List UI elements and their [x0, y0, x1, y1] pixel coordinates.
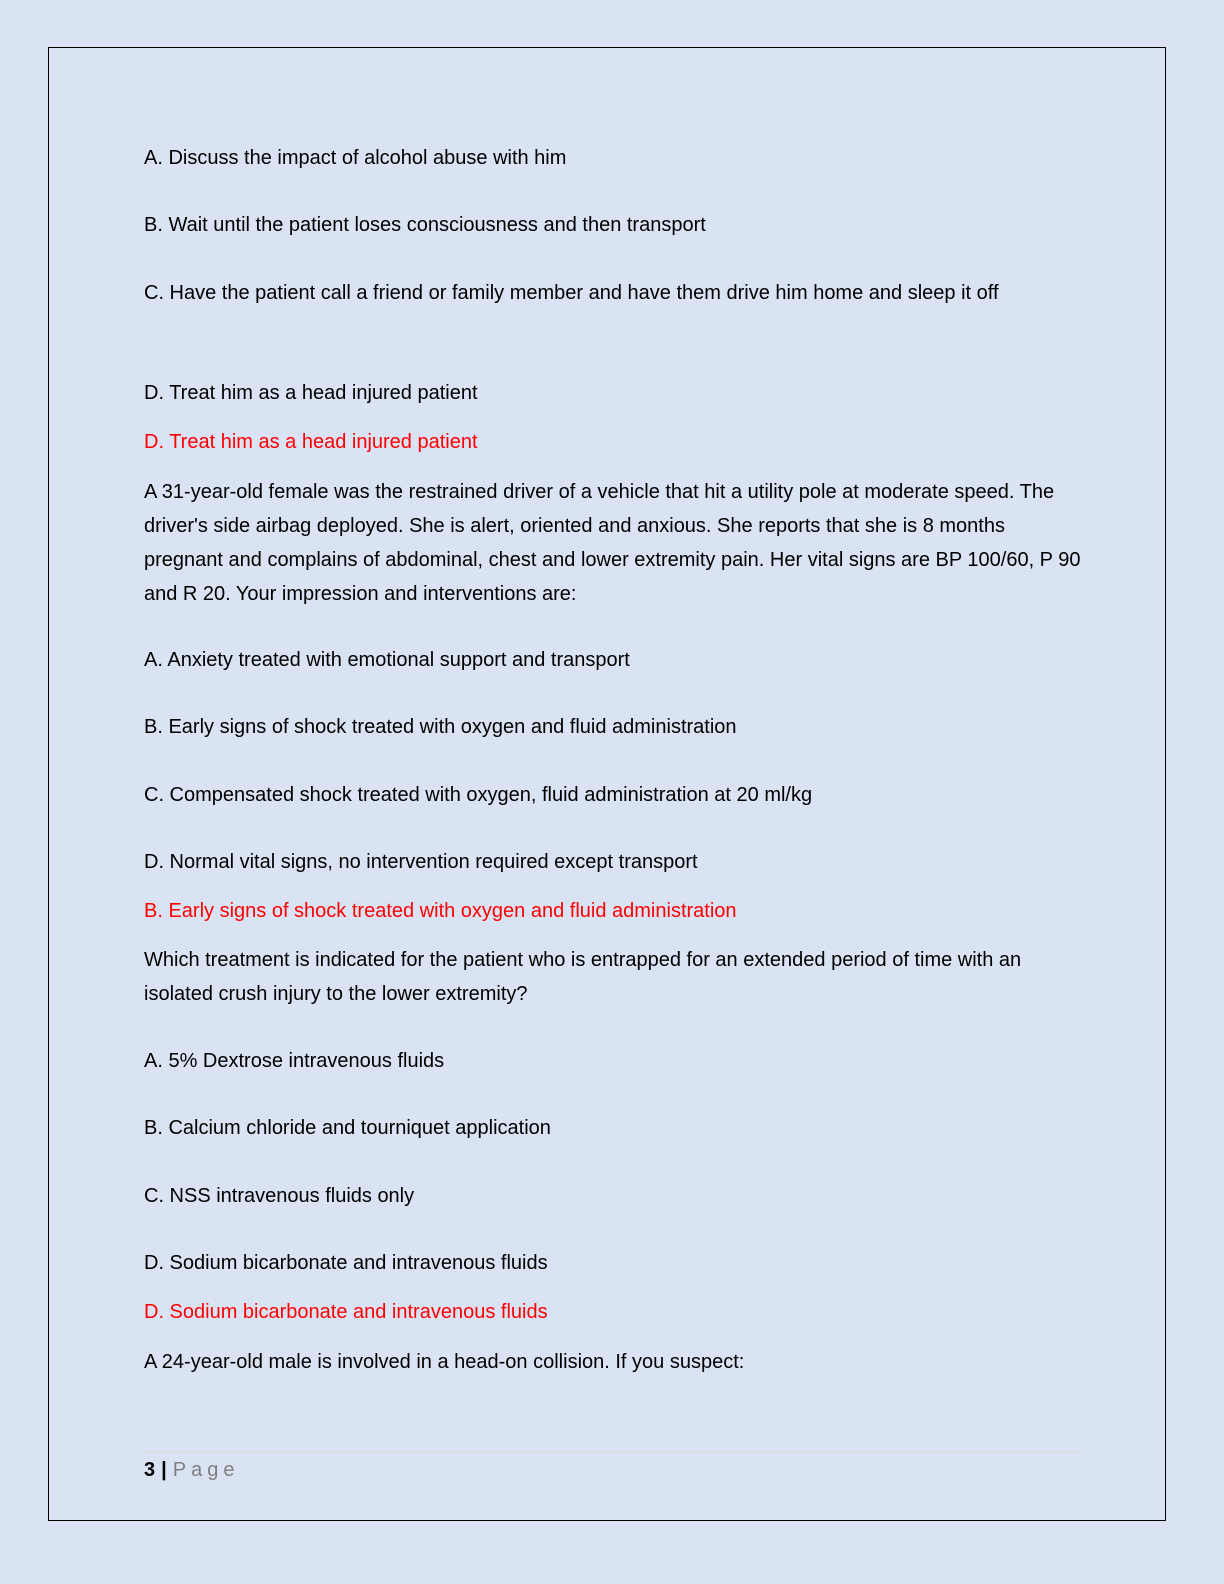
q2-answer: B. Early signs of shock treated with oxygen and fluid administration [144, 900, 737, 922]
page-label: Page [172, 1459, 240, 1481]
q1-option-a: A. Discuss the impact of alcohol abuse with him [144, 147, 567, 169]
q2-question: A 31-year-old female was the restrained driver of a vehicle that hit a utility pole at moderate speed. The driver's side airbag deployed. She is alert, oriented and anxious. She reports that she is 8 months pregnant and complains of abdominal, chest and lower extremity pain. Her vital signs are BP 100/60, P 90 and R 20. Your impression and interventions are: [144, 481, 1081, 605]
q2-option-a: A. Anxiety treated with emotional support and transport [144, 649, 630, 671]
q2-option-d: D. Normal vital signs, no intervention required except transport [144, 851, 698, 873]
footer-separator: | [161, 1459, 167, 1481]
q2-option-b: B. Early signs of shock treated with oxygen and fluid administration [144, 716, 737, 738]
q1-option-c: C. Have the patient call a friend or family member and have them drive him home and sleep it off [144, 282, 999, 304]
q2-option-c: C. Compensated shock treated with oxygen, fluid administration at 20 ml/kg [144, 784, 813, 806]
page-footer [144, 1455, 239, 1485]
q4-question: A 24-year-old male is involved in a head-on collision. If you suspect: [144, 1351, 745, 1373]
q1-option-d: D. Treat him as a head injured patient [144, 382, 478, 404]
q3-question: Which treatment is indicated for the patient who is entrapped for an extended period of time with an isolated crush injury to the lower extremity? [144, 949, 1022, 1005]
page-number: 3 [144, 1459, 156, 1481]
footer-divider [144, 1451, 1084, 1452]
q1-option-b: B. Wait until the patient loses consciousness and then transport [144, 214, 706, 236]
q3-option-c: C. NSS intravenous fluids only [144, 1185, 415, 1207]
q3-answer: D. Sodium bicarbonate and intravenous fluids [144, 1301, 548, 1323]
q3-option-a: A. 5% Dextrose intravenous fluids [144, 1050, 445, 1072]
q1-answer: D. Treat him as a head injured patient [144, 431, 478, 453]
q3-option-b: B. Calcium chloride and tourniquet application [144, 1117, 551, 1139]
q3-option-d: D. Sodium bicarbonate and intravenous fluids [144, 1252, 548, 1274]
